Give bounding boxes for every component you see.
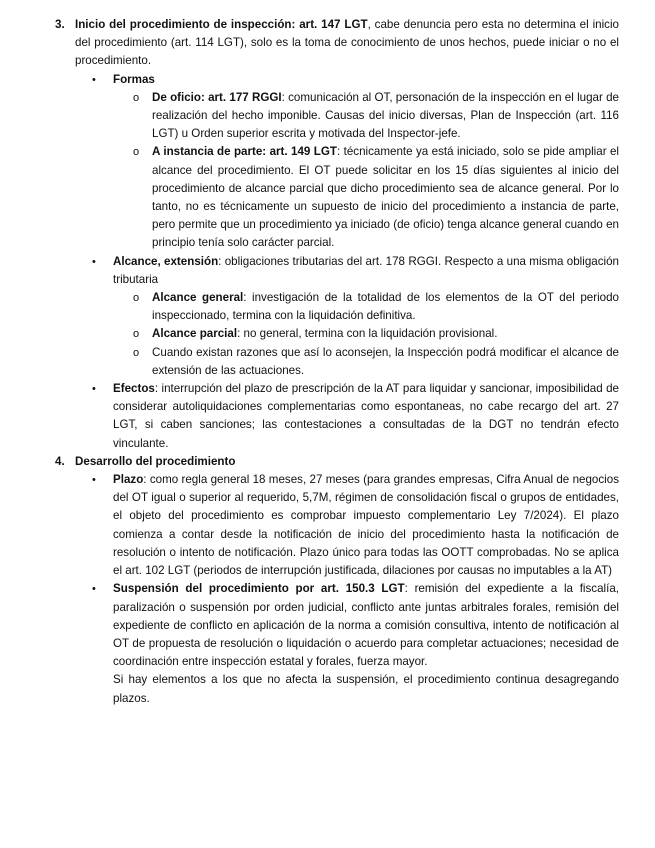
section-3	[55, 16, 619, 71]
alcance-general-label: Alcance general	[152, 291, 244, 305]
alcance-parcial-label: Alcance parcial	[152, 327, 238, 341]
bullet-icon: •	[92, 583, 96, 596]
section-4	[55, 453, 619, 471]
alcance-general	[133, 289, 619, 325]
alcance-general-text: : investigación de la totalidad de los elementos de la OT del periodo inspeccionado, termina con la liquidación definitiva.	[152, 291, 619, 323]
alcance-parcial-text: : no general, termina con la liquidación provisional.	[237, 327, 498, 341]
forma-instancia-parte-label: A instancia de parte: art. 149 LGT	[152, 145, 337, 159]
suspension-extra: Si hay elementos a los que no afecta la suspensión, el procedimiento continua desagregando plazos.	[113, 673, 619, 705]
suspension-item	[92, 580, 619, 671]
forma-de-oficio	[133, 89, 620, 144]
plazo-text: : como regla general 18 meses, 27 meses (para grandes empresas, Cifra Anual de negocios del OT igual o superior al requerido, 5,7M, régimen de consolidación fiscal o grupos de entidades, el objeto del procedimiento es comprobar impuesto complementario Ley 7/2024). El plazo comienza a contar desde la notificación de inicio del procedimiento hasta la notificación de resolución o intento de notificación. Plazo único para todas las OOTT comprobadas. No se aplica el art. 102 LGT (periodos de interrupción justificada, dilaciones por causas no imputables a la AT)	[113, 473, 619, 578]
suspension-label: Suspensión del procedimiento por art. 150.3 LGT	[113, 582, 405, 596]
efectos-text: : interrupción del plazo de prescripción de la AT para liquidar y sancionar, imposibilidad de considerar autoliquidaciones complementarias como espontaneas, no cabe recargo del art. 27 LGT, si caben sanciones; las contestaciones a consultadas de la DGT no tendrán efecto vinculante.	[113, 382, 619, 450]
alcance-modificacion-text: Cuando existan razones que así lo aconsejen, la Inspección podrá modificar el alcance de extensión de las actuaciones.	[152, 345, 619, 377]
circle-bullet-icon: o	[133, 91, 140, 104]
section-4-title: Desarrollo del procedimiento	[75, 454, 236, 468]
efectos-item	[92, 380, 619, 453]
alcance-modificacion	[133, 344, 619, 380]
plazo-item	[92, 471, 619, 580]
forma-de-oficio-text: : comunicación al OT, personación de la inspección en el lugar de realización del hecho imponible. Causas del inicio diversas, Plan de Inspección (art. 116 LGT) u Orden superior escrita y motivada del Inspector-jefe.	[152, 90, 620, 141]
plazo-label: Plazo	[113, 473, 144, 487]
circle-bullet-icon: o	[133, 146, 140, 159]
forma-instancia-parte	[133, 143, 619, 252]
alcance-label: Alcance, extensión	[113, 254, 219, 268]
bullet-icon: •	[92, 255, 96, 268]
section-3-text: , cabe denuncia pero esta no determina el inicio del procedimiento (art. 114 LGT), solo es la toma de conocimiento de unos hechos, puede iniciar o no el procedimiento.	[75, 18, 619, 68]
circle-bullet-icon: o	[133, 292, 140, 305]
suspension-text: : remisión del expediente a la fiscalía, paralización o suspensión por orden judicial, conflicto ante juntas arbitrales forales, remisión del expediente de conflicto en aplicación de la norma a comisión consultiva, intento de notificación al OT de propuesta de resolución o liquidación o acuerdo para completar actuaciones; necesidad de coordinación entre inspección estatal y forales, fuerza mayor.	[113, 582, 619, 669]
bullet-icon: •	[92, 383, 96, 396]
alcance-parcial	[133, 325, 619, 343]
section-3-number: 3.	[55, 18, 65, 31]
efectos-label: Efectos	[113, 382, 155, 396]
section-4-number: 4.	[55, 454, 65, 468]
bullet-icon: •	[92, 73, 96, 86]
alcance-item	[92, 253, 619, 289]
section-3-title: Inicio del procedimiento de inspección: art. 147 LGT	[75, 18, 368, 31]
formas-label: Formas	[113, 72, 155, 86]
circle-bullet-icon: o	[133, 328, 140, 341]
forma-instancia-parte-text: : técnicamente ya está iniciado, solo se pide ampliar el alcance del procedimiento. El OT puede solicitar en los 15 días siguientes al inicio del procedimiento de alcance parcial que dicho procedimiento sea de alcance general. Por lo tanto, no es técnicamente un supuesto de inicio del procedimiento a instancia de parte, pero permite que un procedimiento ya iniciado (de oficio) tenga alcance general cuando en principio tenía solo carácter parcial.	[152, 145, 619, 250]
alcance-text: : obligaciones tributarias del art. 178 RGGI. Respecto a una misma obligación tributaria	[113, 254, 619, 286]
formas-item	[92, 71, 619, 89]
forma-de-oficio-label: De oficio: art. 177 RGGI	[152, 90, 282, 104]
circle-bullet-icon: o	[133, 346, 140, 359]
bullet-icon: •	[92, 474, 96, 487]
